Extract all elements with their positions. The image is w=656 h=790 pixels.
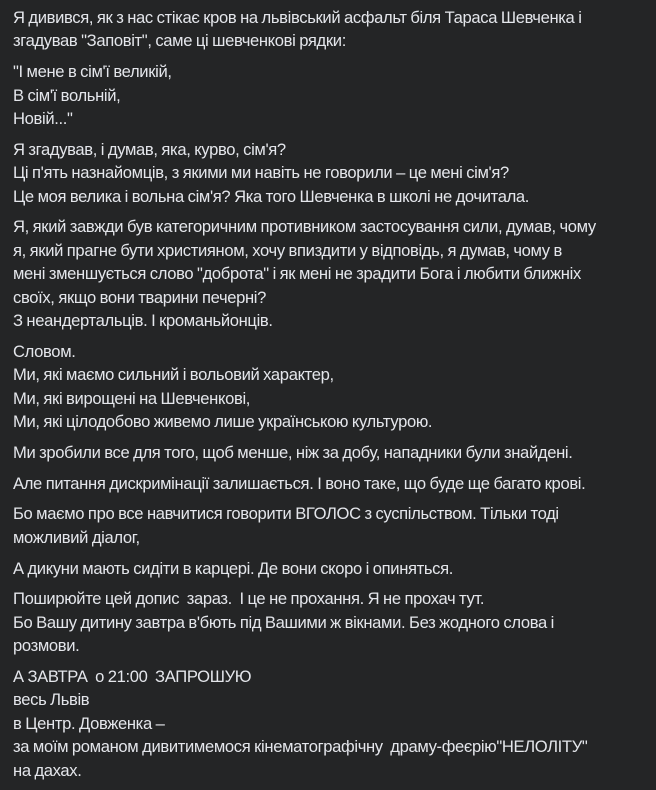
text-line: весь Львів [13,690,90,710]
text-line: Я дивився, як з нас стікає кров на львівський асфальт біля Тараса Шевченка і [13,8,582,27]
text-line: З неандертальців. І кроманьйонців. [13,311,273,331]
text-line: своїх, якщо вони тварини печерні? [13,287,267,307]
text-line: Ці п'ять назнайомців, з якими ми навіть не говорили – це мені сім'я? [13,163,509,183]
text-line: Поширюйте цей допис зараз. І це не прохання. Я не прохач тут. [13,589,485,609]
text-line: Новій..." [13,109,73,129]
text-line: Ми, які вирощені на Шевченкові, [13,388,251,408]
paragraph-quote [13,60,656,130]
text-line: Я згадував, і думав, яка, курво, сім'я? [13,139,286,159]
paragraph-family [13,138,656,208]
text-line: Ми зробили все для того, щоб менше, ніж за добу, нападники були знайдені. [13,442,573,462]
paragraph-reflection [13,215,656,332]
paragraph-discrimination [13,472,656,495]
paragraph-found [13,441,656,464]
paragraph-invitation [13,665,656,782]
text-line: Ми, які цілодобово живемо лише українською культурою. [13,412,433,432]
paragraph-dialogue [13,502,656,549]
text-line: Бо маємо про все навчитися говорити ВГОЛОС з суспільством. Тільки тоді [13,504,559,524]
text-line: А ЗАВТРА о 21:00 ЗАПРОШУЮ [13,667,252,687]
text-line: Словом. [13,341,76,361]
paragraph-we [13,340,656,434]
text-line: в Центр. Довженка – [13,713,165,733]
text-line: на дахах. [13,760,82,780]
text-line: розмови. [13,636,80,656]
text-line: В сім'ї вольній, [13,85,121,105]
text-line: згадував "Заповіт", саме ці шевченкові рядки: [13,31,346,51]
text-line: мені зменшується слово "доброта" і як мені не зрадити Бога і любити ближніх [13,264,581,284]
text-line: Але питання дискримінації залишається. І воно таке, що буде ще багато крові. [13,473,586,493]
text-line: за моїм романом дивитимемося кінематографічну драму-феєрію"НЕЛОЛІТУ" [13,737,588,757]
paragraph-prison [13,557,656,580]
text-line: Бо Вашу дитину завтра в'бють під Вашими ж вікнами. Без жодного слова і [13,612,554,632]
text-line: Це моя велика і вольна сім'я? Яка того Шевченка в школі не дочитала. [13,186,530,206]
text-line: А дикуни мають сидіти в карцері. Де вони скоро і опиняться. [13,558,454,578]
text-line: я, який прагне бути християном, хочу впиздити у відповідь, я думав, чому в [13,240,562,260]
text-line: Я, який завжди був категоричним противником застосування сили, думав, чому [13,217,596,237]
paragraph-intro [13,6,656,53]
post-text [13,6,656,789]
paragraph-share [13,587,656,657]
text-line: можливий діалог, [13,527,140,547]
text-line: "І мене в сім'ї великій, [13,62,172,82]
text-line: Ми, які маємо сильний і вольовий характер, [13,365,334,385]
